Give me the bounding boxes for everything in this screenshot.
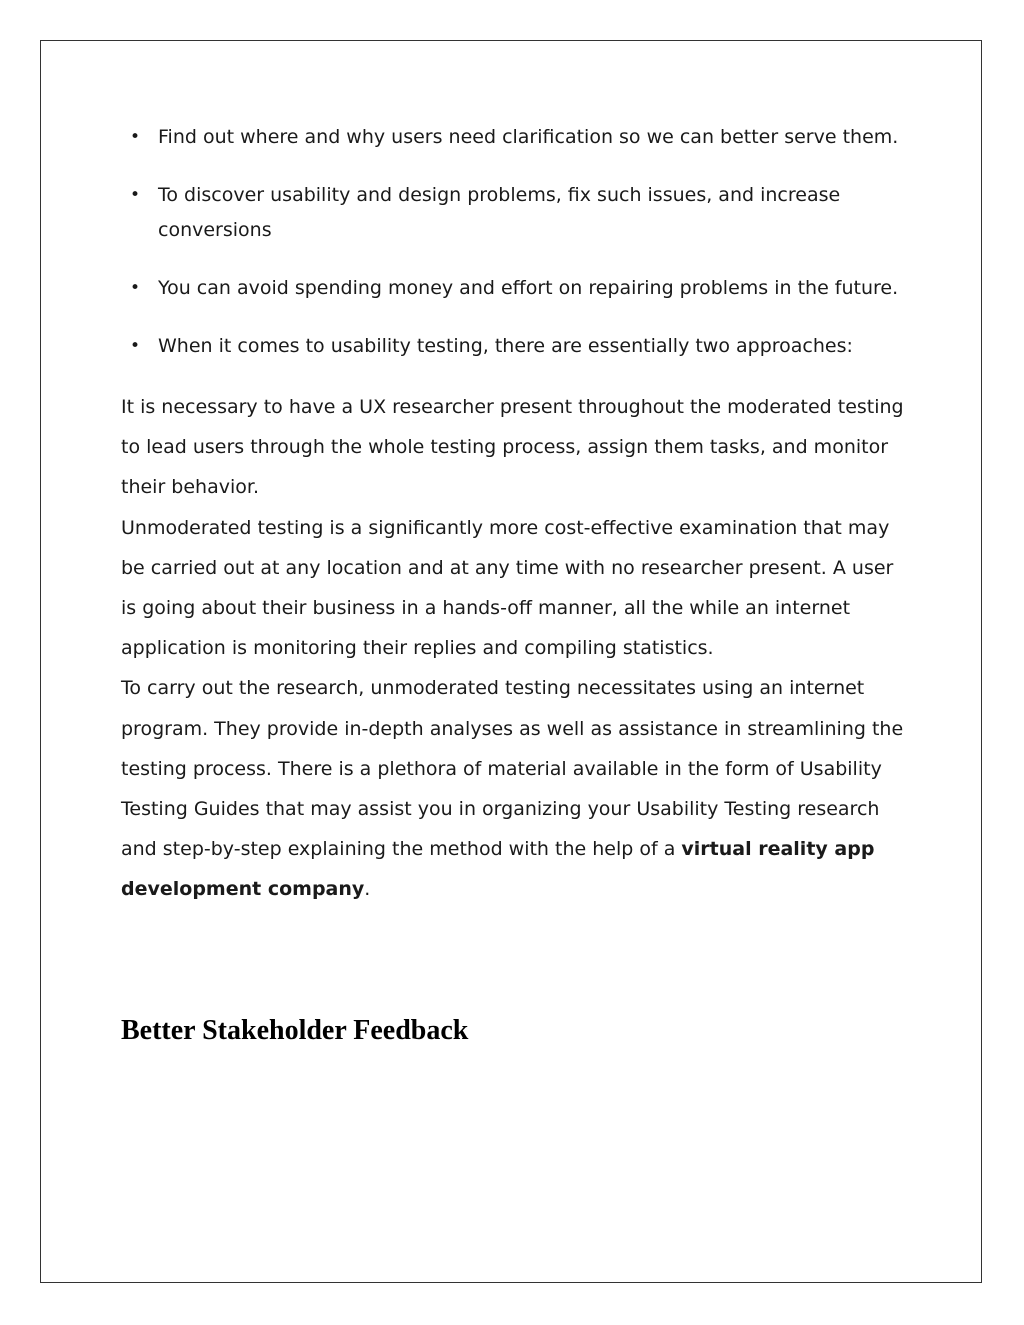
vr-company-link[interactable]: virtual reality app development company [121,838,875,901]
list-item [121,120,906,155]
list-item [121,329,906,364]
bullet-dot-icon: • [130,127,141,147]
research-text: To carry out the research, unmoderated testing necessitates using an internet program. They provide in-depth analyses as well as assistance in streamlining the testing process. There is a plethora of material available in the form of Usability Testing Guides that may assist you in organizing your Usability Testing research and step-by-step explaining the method with the help of a [121,677,904,861]
list-item-text: Find out where and why users need clarification so we can better serve them. [158,126,899,148]
list-item-text: When it comes to usability testing, there are essentially two approaches: [158,335,853,357]
document-body [121,120,906,1048]
section-heading: Better Stakeholder Feedback [121,1014,469,1046]
unmoderated-testing-paragraph: Unmoderated testing is a significantly more cost-effective examination that may be carried out at any location and at any time with no researcher present. A user is going about their business in a hands-off manner, all the while an internet application is monitoring their replies and compiling statistics. [121,516,894,660]
bullet-dot-icon: • [130,185,141,205]
research-text-end: . [364,878,371,901]
moderated-testing-paragraph: It is necessary to have a UX researcher present throughout the moderated testing to lead users through the whole testing process, assign them tasks, and monitor their behavior. [121,396,904,499]
list-item [121,178,906,248]
list-item [121,271,906,306]
list-item-text: To discover usability and design problems, fix such issues, and increase conversions [158,184,841,241]
research-paragraph [121,668,906,909]
bullet-dot-icon: • [130,278,141,298]
bullet-list [121,120,906,364]
bullet-dot-icon: • [130,336,141,356]
list-item-text: You can avoid spending money and effort on repairing problems in the future. [158,277,899,299]
